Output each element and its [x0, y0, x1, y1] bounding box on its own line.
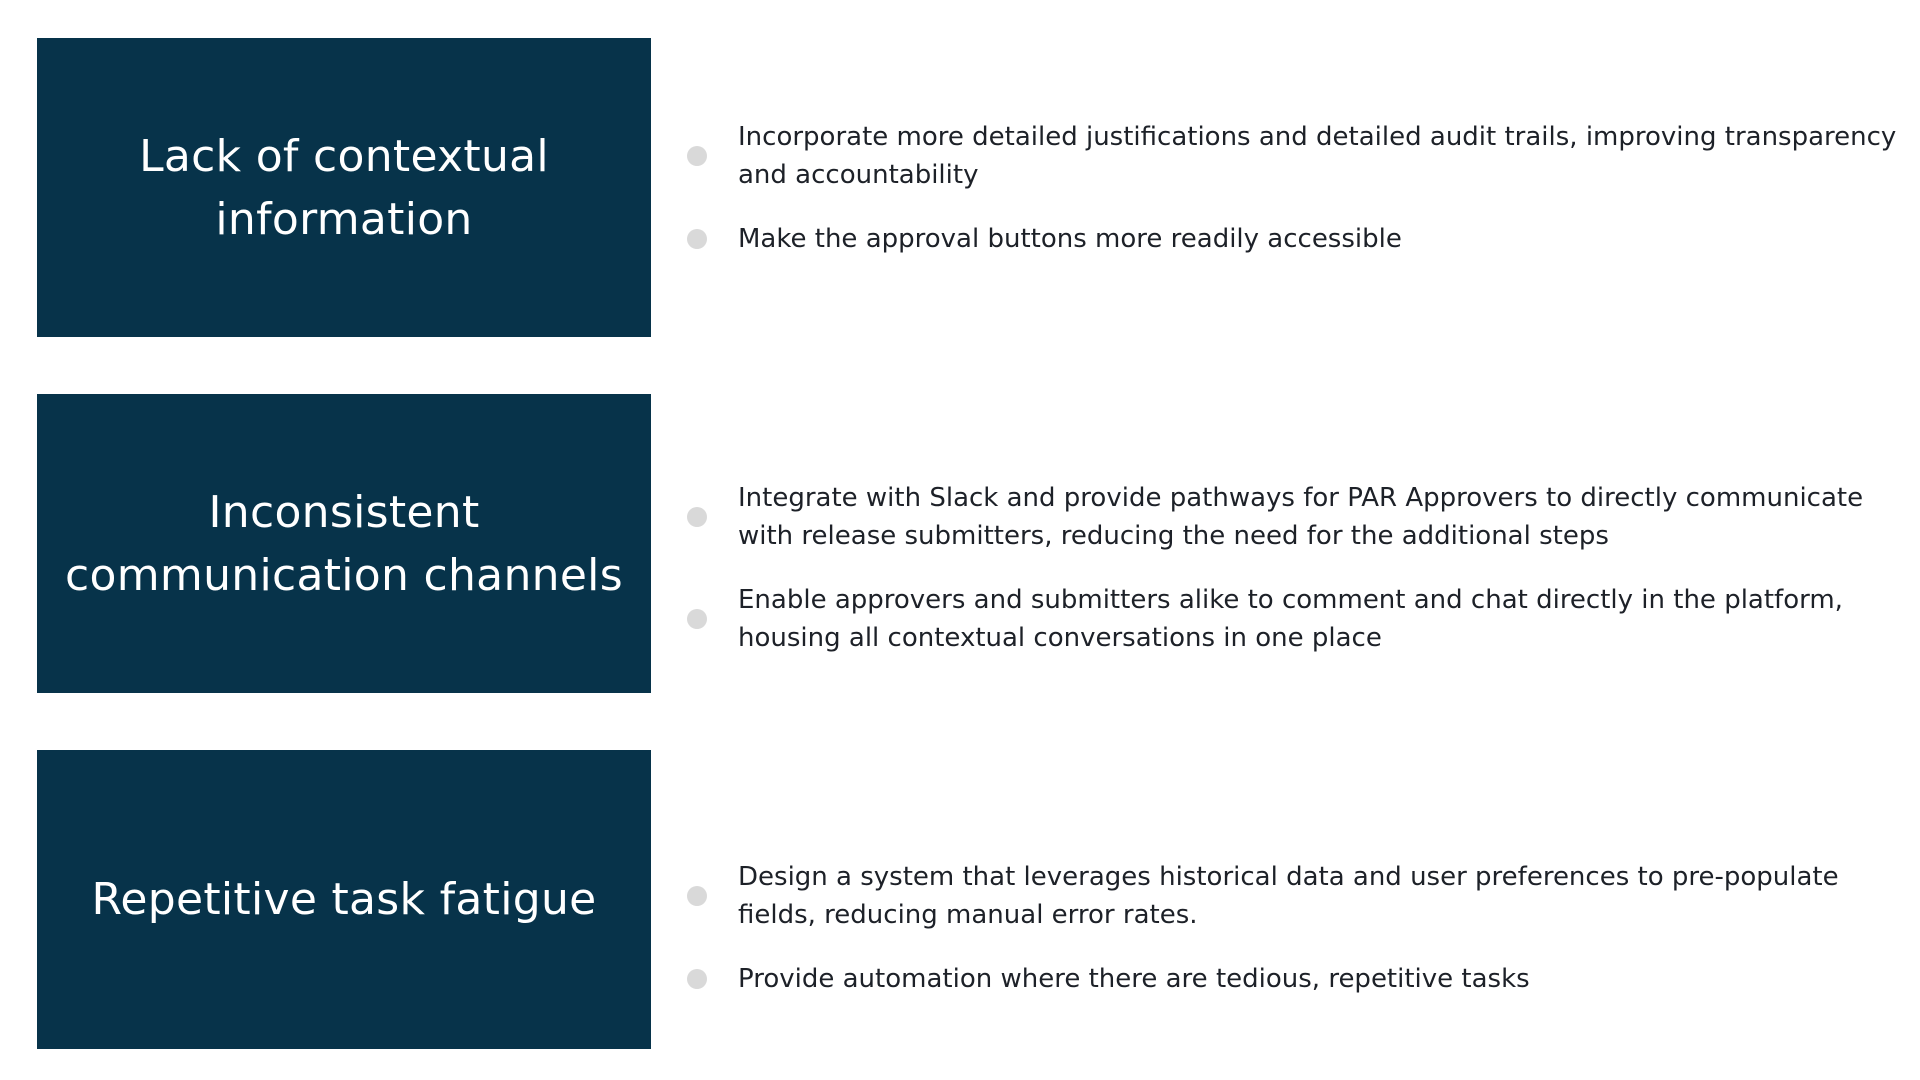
solution-list — [687, 38, 1917, 417]
solution-item — [687, 479, 1917, 555]
problem-row-3 — [37, 750, 1897, 1049]
solution-item — [687, 960, 1917, 998]
bullet-dot-icon — [687, 609, 707, 629]
bullet-dot-icon — [687, 507, 707, 527]
problem-title: Inconsistent communication channels — [65, 486, 623, 601]
solution-list — [687, 750, 1917, 1077]
problem-box — [37, 394, 651, 693]
solution-text: Design a system that leverages historical data and user preferences to pre-populate fields, reducing manual error rates. — [738, 861, 1839, 930]
problem-box — [37, 750, 651, 1049]
problem-box — [37, 38, 651, 337]
solution-text: Provide automation where there are tedious, repetitive tasks — [738, 963, 1530, 994]
problem-title: Lack of contextual information — [139, 130, 549, 245]
problem-row-1 — [37, 38, 1897, 337]
bullet-dot-icon — [687, 146, 707, 166]
solution-item — [687, 220, 1917, 258]
solution-text: Enable approvers and submitters alike to comment and chat directly in the platform, housing all contextual conversations in one place — [738, 584, 1843, 653]
bullet-dot-icon — [687, 886, 707, 906]
solution-list — [687, 394, 1917, 717]
bullet-dot-icon — [687, 969, 707, 989]
solution-text: Make the approval buttons more readily accessible — [738, 224, 1402, 254]
problem-row-2 — [37, 394, 1897, 693]
problem-title: Repetitive task fatigue — [91, 874, 597, 925]
solution-item — [687, 118, 1917, 194]
solution-text: Integrate with Slack and provide pathways for PAR Approvers to directly communicate with release submitters, reducing the need for the additional steps — [738, 482, 1864, 551]
solution-item — [687, 858, 1917, 934]
bullet-dot-icon — [687, 229, 707, 249]
solution-text: Incorporate more detailed justifications and detailed audit trails, improving transparency and accountability — [738, 122, 1897, 190]
solution-item — [687, 581, 1917, 657]
